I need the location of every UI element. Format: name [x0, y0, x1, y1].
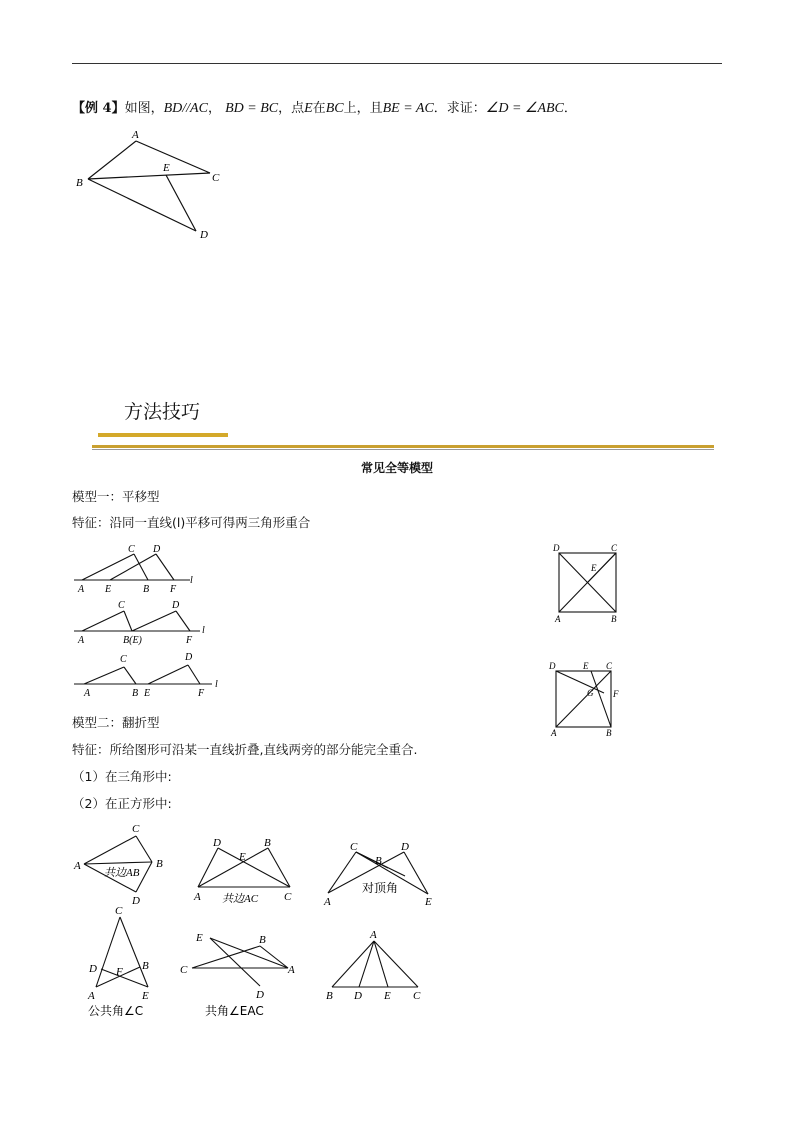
f4-c: C [115, 905, 123, 917]
t3-e: E [144, 688, 151, 699]
square-figures [545, 540, 635, 740]
t2-f: F [186, 635, 193, 646]
condition-equal: BD = BC [225, 101, 279, 116]
f3-c: C [350, 841, 358, 853]
model2-title: 模型二：翻折型 [72, 715, 160, 730]
translation-figures [70, 540, 230, 700]
f2-a: A [194, 891, 201, 903]
f5-e: E [196, 932, 203, 944]
sep: ， [207, 101, 221, 116]
f3-d: D [401, 841, 409, 853]
f6-e: E [384, 990, 391, 1002]
text-end: ． [563, 101, 577, 116]
models-title: 常见全等模型 [360, 461, 433, 475]
label-a: A [132, 129, 139, 141]
segment-bc: BC [325, 101, 344, 116]
f5-a: A [288, 964, 295, 976]
f4-d: D [89, 963, 97, 975]
s1-d: D [553, 543, 560, 553]
label-d: D [200, 229, 208, 241]
t3-l: l [215, 679, 218, 690]
t2-a: A [78, 635, 85, 646]
f5-d: D [256, 989, 264, 1001]
t3-b: B [132, 688, 139, 699]
example-4-statement [72, 97, 577, 117]
t1-c: C [128, 544, 135, 555]
t2-c: C [118, 600, 125, 611]
goal-angle: ∠D = ∠ABC [485, 101, 564, 116]
t2-d: D [172, 600, 180, 611]
label-c: C [212, 172, 220, 184]
s1-b: B [611, 614, 617, 624]
text-and: 上，且 [343, 101, 383, 116]
f5-caption: 共角∠EAC [205, 1004, 264, 1018]
s2-g: G [587, 688, 594, 698]
t3-c: C [120, 654, 127, 665]
s2-e: E [583, 661, 589, 671]
condition-parallel: BD//AC [163, 101, 208, 116]
model1-feature: 特征：沿同一直线(l)平移可得两三角形重合 [72, 515, 311, 530]
s2-f: F [613, 689, 619, 699]
s2-c: C [606, 661, 613, 671]
f3-a: A [324, 896, 331, 908]
text-prove: ．求证： [433, 101, 486, 116]
s1-c: C [611, 543, 618, 553]
t1-b: B [143, 584, 150, 595]
s1-e: E [591, 563, 597, 573]
condition-be-ac: BE = AC [382, 101, 434, 116]
header-rule [72, 63, 722, 64]
f4-e: E [142, 990, 149, 1002]
t1-a: A [78, 584, 85, 595]
f1-b: B [156, 858, 163, 870]
f2-c: C [284, 891, 292, 903]
t1-d: D [153, 544, 161, 555]
f2-d: D [213, 837, 221, 849]
f4-f: F [116, 966, 123, 978]
label-e: E [163, 162, 170, 174]
t1-l: l [190, 575, 193, 586]
title-underline [98, 433, 228, 437]
t1-f: F [170, 584, 177, 595]
point-e: E [304, 101, 313, 116]
f1-caption: 共边AB [104, 867, 140, 879]
f5-c: C [180, 964, 188, 976]
f6-b: B [326, 990, 333, 1002]
f4-a: A [88, 990, 95, 1002]
section-rule-shadow [92, 449, 714, 450]
s1-a: A [555, 614, 561, 624]
t3-d: D [185, 652, 193, 663]
text-point: ，点 [278, 101, 305, 116]
f3-b: B [375, 855, 382, 867]
f6-d: D [354, 990, 362, 1002]
example-tag: 【例 4】 [72, 101, 125, 116]
section-rule [92, 445, 714, 448]
label-b: B [76, 177, 83, 189]
model1-title: 模型一：平移型 [72, 489, 160, 504]
fold-figures-row2 [70, 905, 450, 1025]
f5-b: B [259, 934, 266, 946]
f6-a: A [370, 929, 377, 941]
f1-a: A [74, 860, 81, 872]
f4-caption: 公共角∠C [88, 1004, 144, 1018]
text-on: 在 [312, 101, 326, 116]
f2-caption: 共边AC [222, 893, 259, 905]
s2-b: B [606, 728, 612, 738]
t3-a: A [84, 688, 91, 699]
fold-figures-row1 [70, 820, 450, 910]
s2-d: D [549, 661, 556, 671]
example-figure [70, 125, 230, 245]
model2-feature: 特征：所给图形可沿某一直线折叠,直线两旁的部分能完全重合. [72, 742, 418, 757]
f2-e: E [239, 851, 246, 863]
f1-c: C [132, 823, 140, 835]
f3-caption: 对顶角 [362, 881, 399, 895]
t2-be: B(E) [123, 635, 142, 646]
f3-e: E [425, 896, 432, 908]
f2-b: B [264, 837, 271, 849]
t3-f: F [198, 688, 205, 699]
example-lead: 如图， [124, 101, 164, 116]
section-title: 方法技巧 [124, 401, 201, 423]
model2-case2: （2）在正方形中: [72, 796, 172, 811]
f1-d: D [132, 895, 140, 907]
t2-l: l [202, 625, 205, 636]
f4-b: B [142, 960, 149, 972]
model2-case1: （1）在三角形中: [72, 769, 172, 784]
s2-a: A [551, 728, 557, 738]
f6-c: C [413, 990, 421, 1002]
t1-e: E [105, 584, 112, 595]
